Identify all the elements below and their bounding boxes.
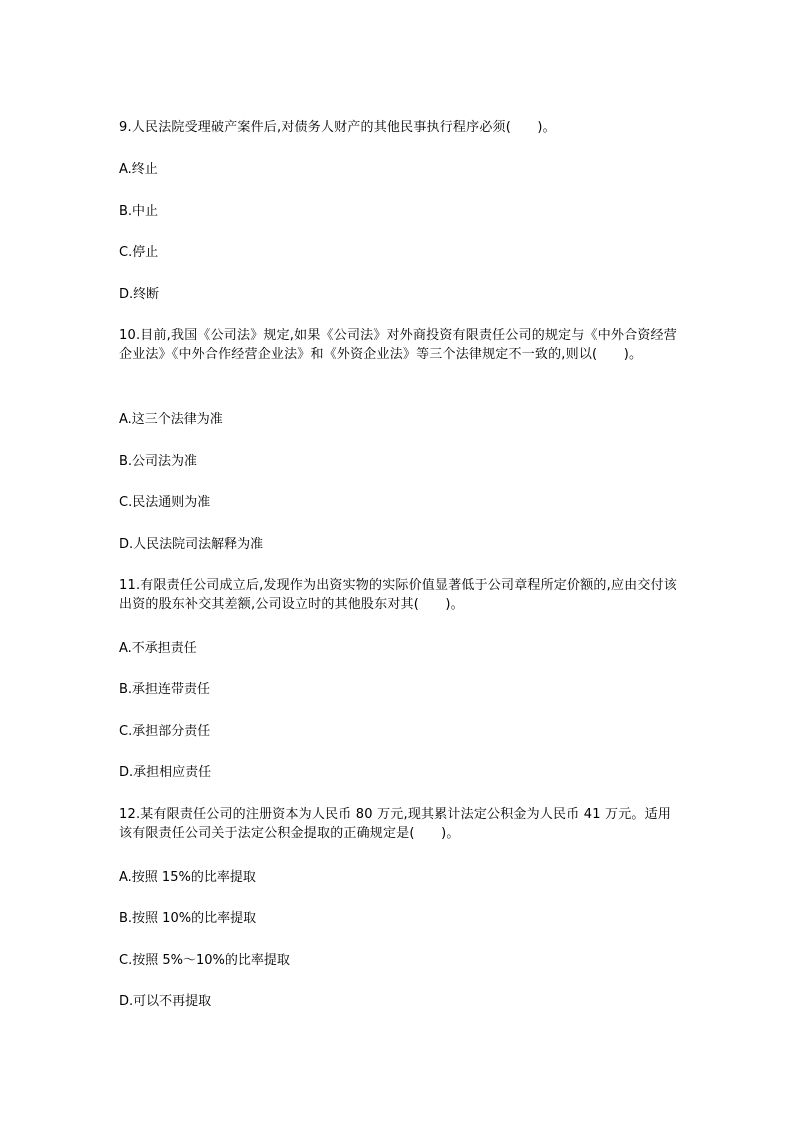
question-11-option-d: D.承担相应责任	[119, 765, 212, 780]
question-11-option-b: B.承担连带责任	[119, 682, 211, 697]
question-10-option-c: C.民法通则为准	[119, 495, 211, 510]
question-12-option-b: B.按照 10%的比率提取	[119, 911, 257, 926]
question-10-stem: 10.目前,我国《公司法》规定,如果《公司法》对外商投资有限责任公司的规定与《中外合资经营企业法》《中外合作经营企业法》和《外资企业法》等三个法律规定不一致的,则以( )。	[119, 328, 677, 362]
question-10-option-b: B.公司法为准	[119, 454, 198, 469]
question-10-option-a: A.这三个法律为准	[119, 412, 223, 427]
question-9-option-d: D.终断	[119, 287, 160, 302]
question-9-option-b: B.中止	[119, 204, 159, 219]
question-11-option-c: C.承担部分责任	[119, 724, 211, 739]
question-12-option-d: D.可以不再提取	[119, 994, 212, 1009]
question-9-option-a: A.终止	[119, 162, 158, 177]
question-12-option-c: C.按照 5%～10%的比率提取	[119, 953, 290, 968]
question-9-option-c: C.停止	[119, 245, 159, 260]
question-12-option-a: A.按照 15%的比率提取	[119, 870, 256, 885]
question-11-option-a: A.不承担责任	[119, 641, 197, 656]
question-11-stem: 11.有限责任公司成立后,发现作为出资实物的实际价值显著低于公司章程所定价额的,应由交付该出资的股东补交其差额,公司设立时的其他股东对其( )。	[119, 578, 677, 612]
question-9-stem: 9.人民法院受理破产案件后,对债务人财产的其他民事执行程序必须( )。	[119, 120, 556, 135]
question-12-stem: 12.某有限责任公司的注册资本为人民币 80 万元,现其累计法定公积金为人民币 41 万元。适用该有限责任公司关于法定公积金提取的正确规定是( )。	[119, 807, 672, 841]
question-10-option-d: D.人民法院司法解释为准	[119, 537, 264, 552]
